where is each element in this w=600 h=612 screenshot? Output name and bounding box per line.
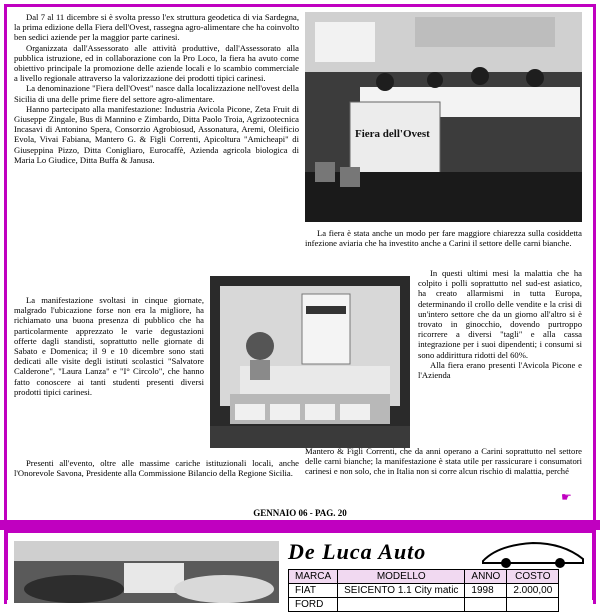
car-showroom-photo: [14, 541, 279, 603]
article-col1-top: [14, 12, 299, 165]
dealer-brand: De Luca Auto: [288, 539, 427, 564]
divider-band: [0, 520, 600, 530]
car-logo-icon: [478, 537, 588, 569]
car-dealer-ad: [5, 530, 595, 610]
paragraph: Organizzata dall'Assessorato alle attività produttive, dall'Assessorato alla pubblica istruzione, ed in collaborazione con la Pro Loco, la fiera ha avuto come obiettivo principale la promozione delle aziende locali e lo scambio commerciale a livello regionale attraverso la valorizzazione dei prodotti tipici carinesi.: [14, 42, 299, 84]
paragraph: Mantero & Figli Correnti, che da anni operano a Carini soprattutto nel settore delle carni bianche; la manifestazione è stata utile per rassicurare i consumatori carinesi e non solo, che in Italia non si corre alcun rischio di malattia, perché: [305, 446, 582, 477]
cell-price: 2.000,00: [507, 584, 559, 598]
stand-photo: [210, 276, 410, 448]
paragraph: In questi ultimi mesi la malattia che ha colpito i polli soprattutto nel sud-est asiatico, ha creato allarmismi in tutta Europa, determinando il crollo delle vendite e la crisi di un'intero settore che da un giorno all'altro si è trovato in ginocchio, dovendo purtroppo ricorrere a diversi "tagli" e alla cassa integrazione per i suoi dipendenti; i consumi si sono addirittura ridotti del 60%.: [418, 268, 582, 360]
header-cell: COSTO: [507, 570, 559, 584]
header-cell: MARCA: [289, 570, 338, 584]
paragraph: Presenti all'evento, oltre alle massime cariche istituzionali locali, anche l'Onorevole Savona, Presidente alla Commissione Bilancio della Regione Sicilia.: [14, 458, 299, 479]
table-header-row: [289, 570, 559, 584]
article-col2-narrow: [418, 268, 582, 380]
paragraph: Alla fiera erano presenti l'Avicola Picone e l'Azienda: [418, 359, 582, 381]
cell-model: SEICENTO 1.1 City matic: [338, 584, 465, 598]
cell-year: 1998: [465, 584, 507, 598]
paragraph: Dal 7 al 11 dicembre si è svolta presso l'ex struttura geodetica di via Sardegna, la prima edizione della Fiera dell'Ovest, rassegna agro-alimentare che ha coinvolto ben sedici aziende per la maggior parte carinesi.: [14, 12, 299, 43]
article-col1-narrow: [14, 295, 204, 397]
cell-make: FIAT: [289, 584, 338, 598]
article-col2-top: [305, 228, 582, 248]
banner-text: Fiera dell'Ovest: [355, 128, 430, 140]
fair-photo: [305, 12, 582, 222]
page-footer: GENNAIO 06 - PAG. 20: [253, 508, 347, 518]
paragraph: La fiera è stata anche un modo per fare maggiore chiarezza sulla cosiddetta infezione aviaria che ha investito anche a Carini il settore delle carni bianche.: [305, 228, 582, 249]
header-cell: ANNO: [465, 570, 507, 584]
table-row: [289, 584, 559, 598]
article-col2-bottom: [305, 446, 582, 477]
cell-make: FORD: [289, 598, 338, 612]
paragraph: La denominazione "Fiera dell'Ovest" nasce dalla localizzazione nell'ovest della Sicilia di una delle prime fiere del settore agro-alimentare.: [14, 83, 299, 104]
paragraph: Hanno partecipato alla manifestazione: Industria Avicola Picone, Zeta Fruit di Giuseppe Zingale, Bus di Mannino e Zimbardo, Ditta Paolo Troia, Agrizootecnica Incasavi di Antonino Spera, Consorzio Agrobiosud, Assonatura, Aremi, Oleificio Evola, Vivai Fabiana, Mantero G. & Figli Correnti, Apicoltura "Amicheapi" di Giuseppina Pizzo, Ditta Conigliaro, Eurocaffè, Azienda agricola biologica di Maria Lo Giudice, Ditta Buffa & Janusa.: [14, 103, 299, 165]
car-price-table: [288, 569, 559, 612]
paragraph: La manifestazione svoltasi in cinque giornate, malgrado l'ubicazione forse non era la migliore, ha richiamato una buona presenza di pubblico che ha particolarmente apprezzato le varie degustazioni offerte dagli standisti, soprattutto nelle giornate di Sabato e Domenica; il 9 e 10 dicembre sono stati dedicati alle visite degli istituti scolastici "Salvatore Calderone", "Laura Lanza" e "I° Circolo", che hanno fatto conoscere ai tanti studenti presenti diversi prodotti tipici carinesi.: [14, 295, 204, 397]
pointing-hand-icon: ☛: [561, 490, 572, 504]
header-cell: MODELLO: [338, 570, 465, 584]
article-col1-bottom: [14, 458, 299, 478]
